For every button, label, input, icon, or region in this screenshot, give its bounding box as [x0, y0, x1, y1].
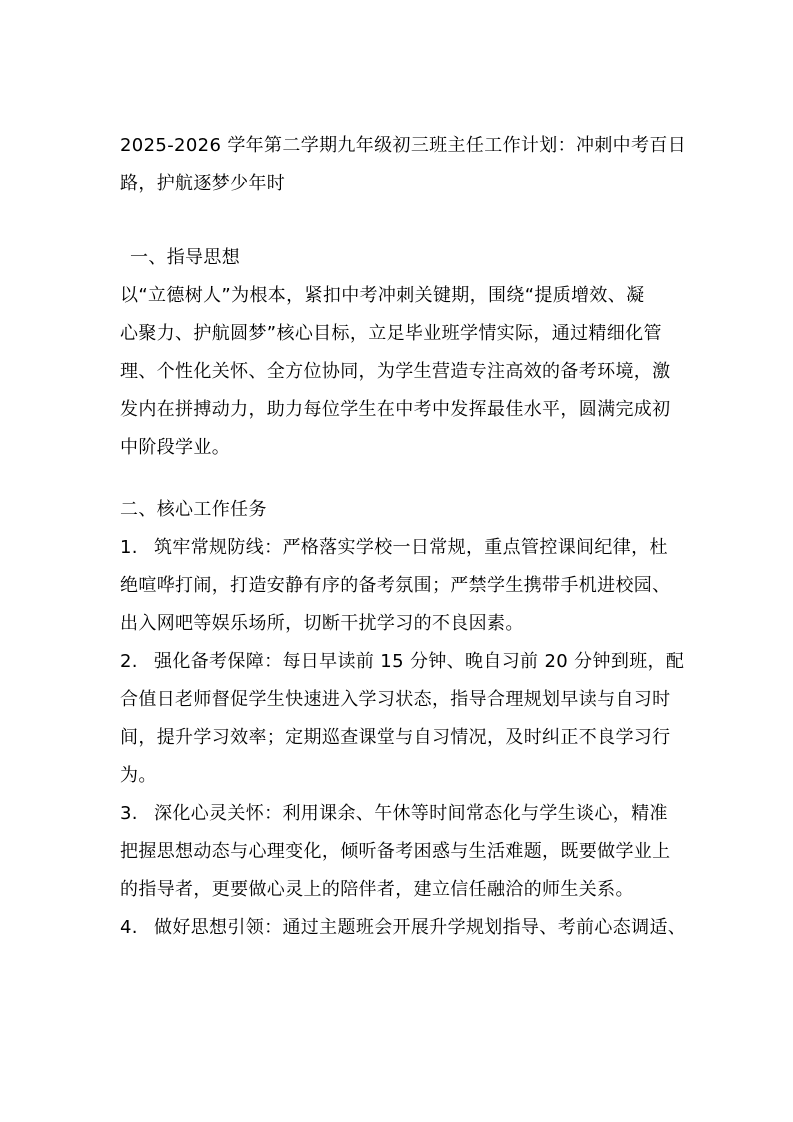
section1-line-5: 中阶段学业。: [120, 437, 231, 458]
section-heading-core-tasks: 二、核心工作任务: [120, 499, 267, 520]
list-item-3-line-3: 的指导者，更要做心灵上的陪伴者，建立信任融洽的师生关系。: [120, 879, 634, 900]
list-item-4-line-1: [120, 913, 686, 943]
list-item-2-line-3: 间，提升学习效率；定期巡查课堂与自习情况，及时纠正不良学习行: [120, 727, 671, 748]
list-item-1-line-3: 出入网吧等娱乐场所，切断干扰学习的不良因素。: [120, 613, 524, 634]
list-item-text: 筑牢常规防线：严格落实学校一日常规，重点管控课间纪律，杜: [154, 537, 668, 558]
document-title-line-1: 2025-2026 学年第二学期九年级初三班主任工作计划：冲刺中考百日: [120, 135, 687, 156]
section-heading-guiding-thought: 一、指导思想: [130, 247, 241, 268]
list-item-text: 深化心灵关怀：利用课余、午休等时间常态化与学生谈心，精准: [154, 803, 668, 824]
section1-line-4: 发内在拼搏动力，助力每位学生在中考中发挥最佳水平，圆满完成初: [120, 399, 671, 420]
list-item-number: 4.: [120, 917, 138, 938]
list-item-1-line-1: [120, 533, 686, 563]
list-item-2-line-2: 合值日老师督促学生快速进入学习状态，指导合理规划早读与自习时: [120, 689, 671, 710]
list-item-3-line-2: 把握思想动态与心理变化，倾听备考困惑与生活难题，既要做学业上: [120, 841, 671, 862]
list-item-3-line-1: [120, 799, 686, 829]
list-item-number: 2.: [120, 651, 138, 672]
list-item-text: 做好思想引领：通过主题班会开展升学规划指导、考前心态调适、: [154, 917, 687, 938]
list-item-number: 3.: [120, 803, 138, 824]
list-item-number: 1.: [120, 537, 138, 558]
section1-line-1: 以“立德树人”为根本，紧扣中考冲刺关键期，围绕“提质增效、凝: [120, 285, 645, 306]
document-body: [120, 131, 686, 951]
document-title-line-2: 路，护航逐梦少年时: [120, 173, 286, 194]
section1-line-2: 心聚力、护航圆梦”核心目标，立足毕业班学情实际，通过精细化管: [120, 323, 662, 344]
list-item-2-line-1: [120, 647, 686, 677]
section1-line-3: 理、个性化关怀、全方位协同，为学生营造专注高效的备考环境，激: [120, 361, 671, 382]
list-item-1-line-2: 绝喧哗打闹，打造安静有序的备考氛围；严禁学生携带手机进校园、: [120, 575, 671, 596]
list-item-text: 强化备考保障：每日早读前 15 分钟、晚自习前 20 分钟到班，配: [154, 651, 685, 672]
list-item-2-line-4: 为。: [120, 765, 157, 786]
